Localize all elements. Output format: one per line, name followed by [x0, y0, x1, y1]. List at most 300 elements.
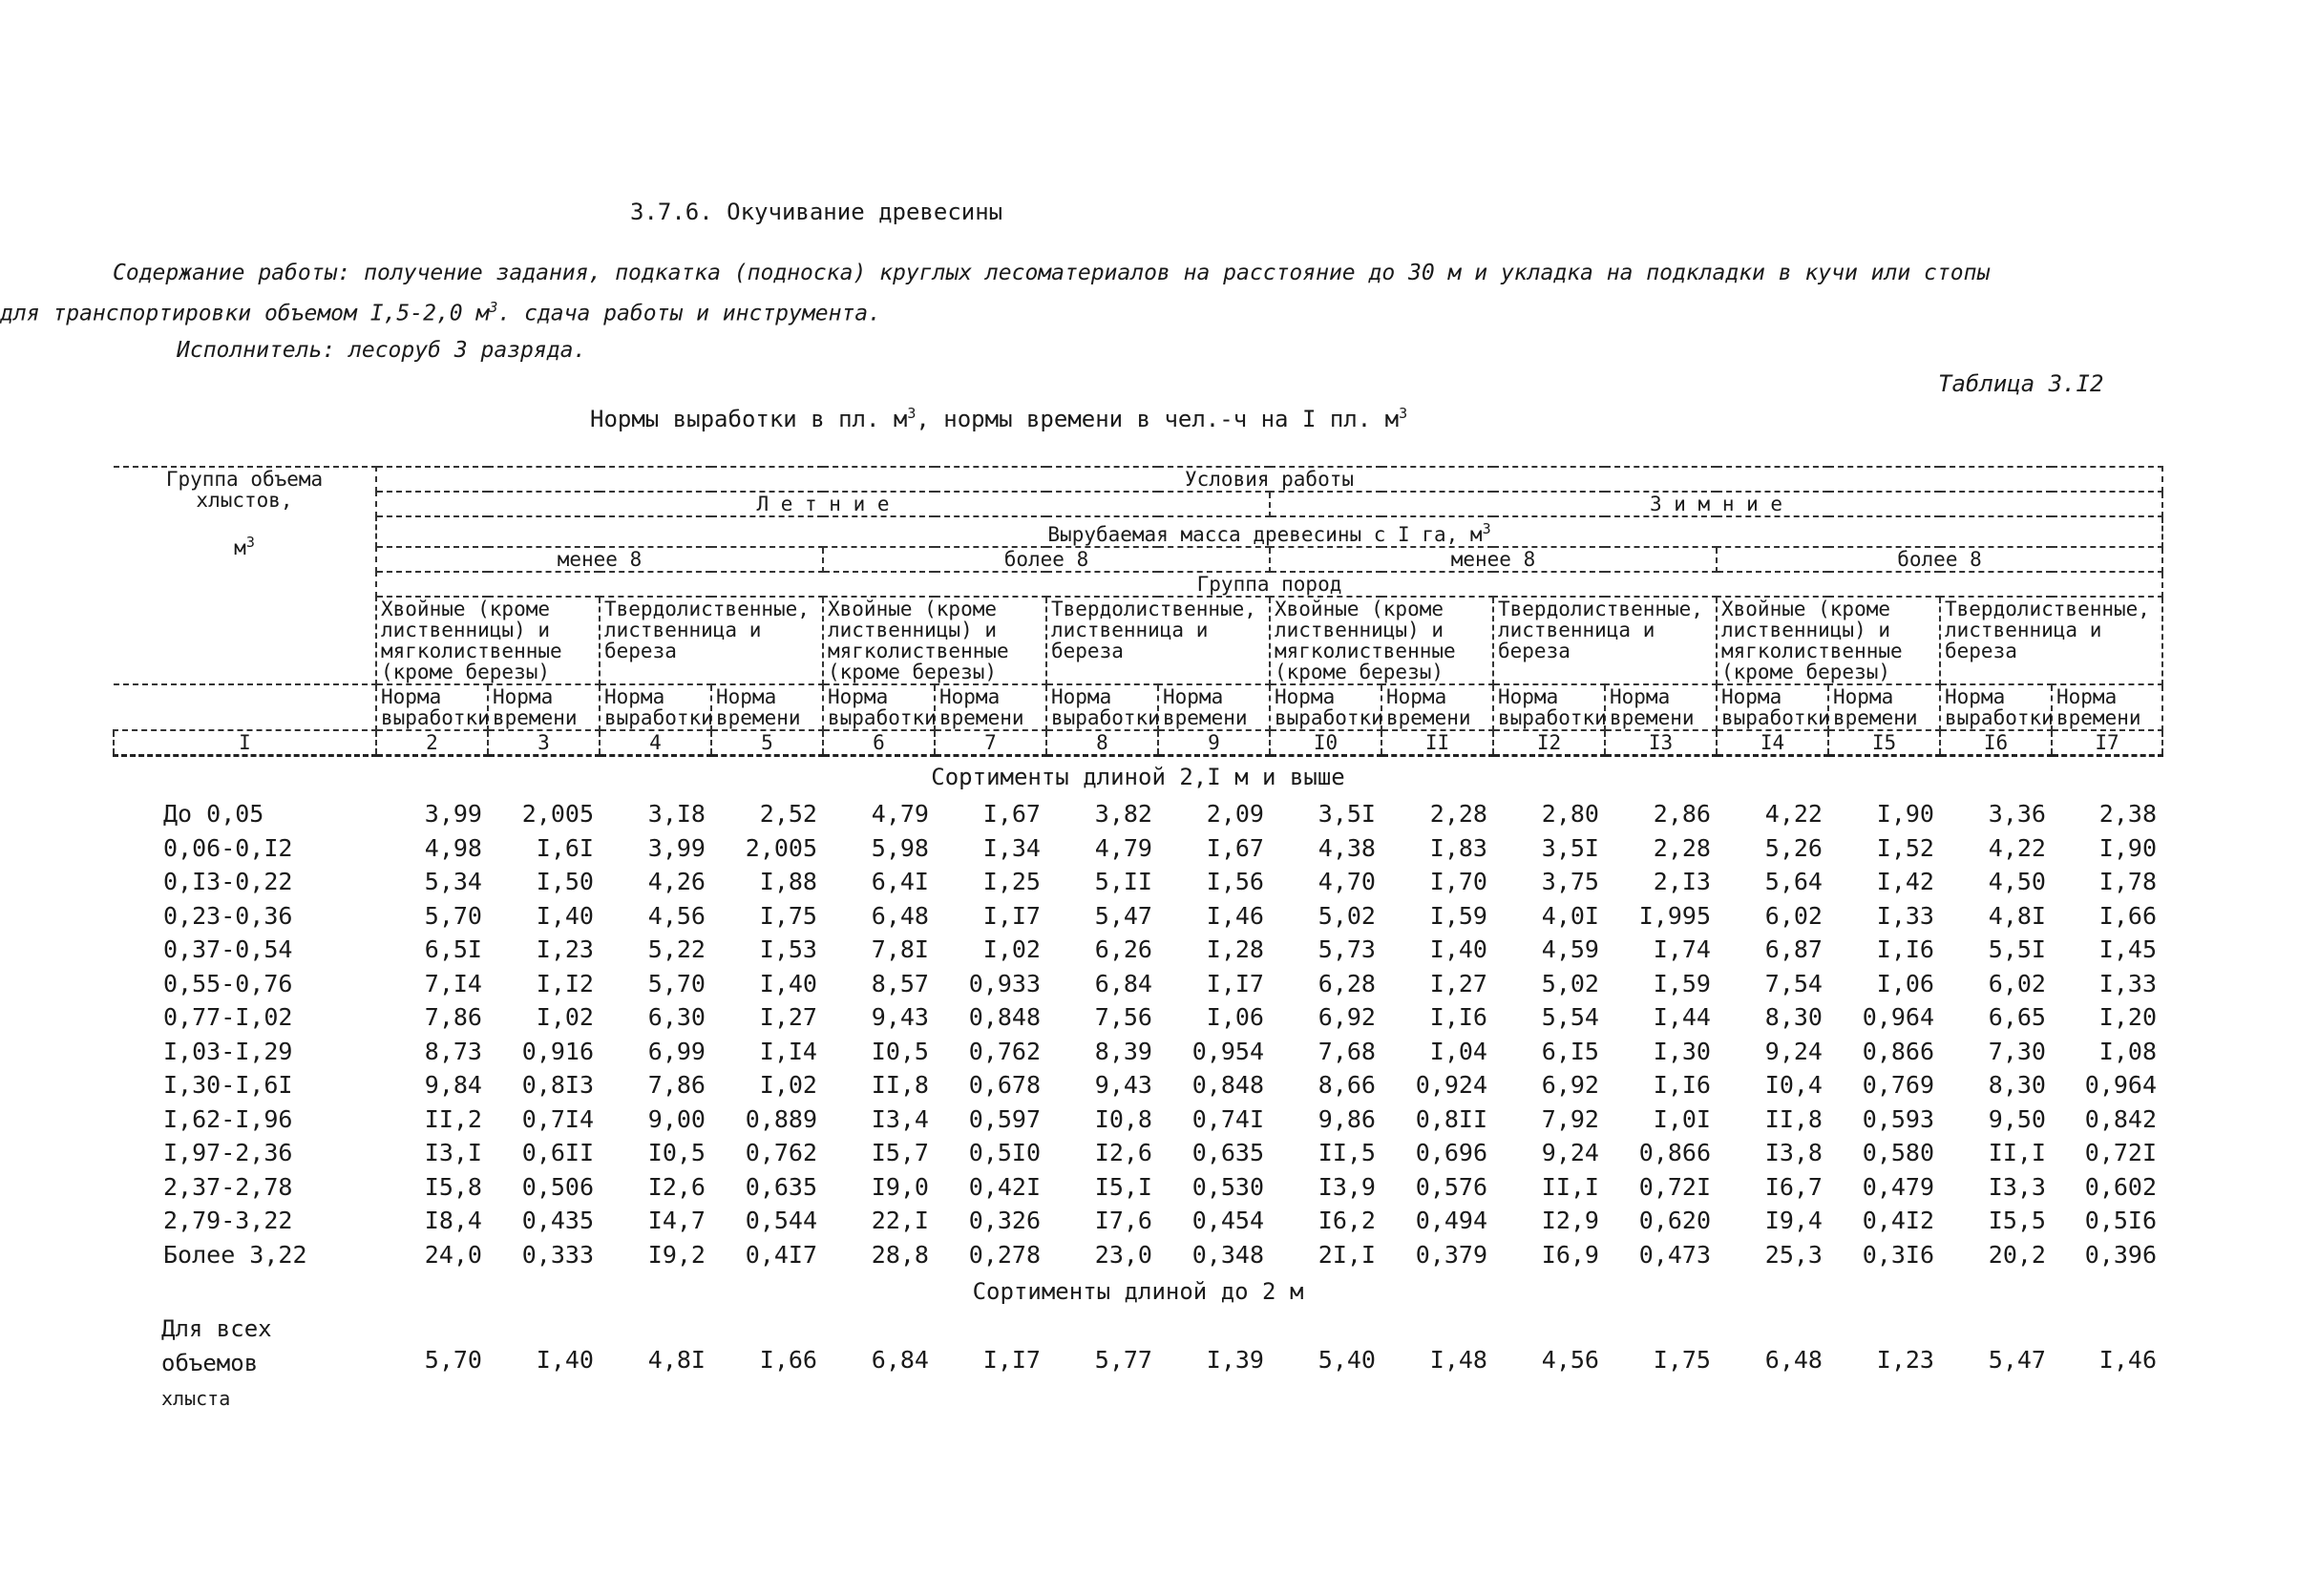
section1-title: Сортименты длиной 2,I м и выше [931, 764, 1345, 790]
table-cell: 8,73 [424, 1037, 482, 1065]
table-cell: 4,8I [1988, 901, 2046, 930]
table-cell: I3,8 [1764, 1139, 1823, 1167]
table-cell: I,70 [1429, 868, 1487, 896]
table-cell: 0,762 [968, 1037, 1041, 1065]
table-cell: 0,5I0 [968, 1139, 1041, 1167]
table-cell: 8,39 [1094, 1037, 1152, 1065]
column-index: 7 [935, 730, 1046, 756]
caption-part-a: Нормы выработки в пл. м [590, 406, 908, 432]
row-label: 0,06-0,I2 [163, 833, 293, 862]
table-cell: I,28 [1206, 935, 1264, 964]
table-cell: 2,80 [1541, 800, 1599, 829]
table-cell: 0,5I6 [2084, 1207, 2158, 1235]
table-cell: 9,24 [1541, 1139, 1599, 1167]
table-cell: II,I [1541, 1172, 1599, 1201]
table-caption [590, 405, 1407, 432]
table-cell: I5,5 [1988, 1207, 2046, 1235]
table-cell: 4,26 [647, 868, 706, 896]
table-cell: I,33 [2098, 969, 2158, 998]
row-label: 0,55-0,76 [163, 969, 293, 998]
column-index: I6 [1940, 730, 2052, 756]
table-cell: I9,0 [871, 1172, 929, 1201]
table-cell: I,46 [1206, 901, 1264, 930]
table-cell: 0,635 [1191, 1139, 1264, 1167]
table-cell: 2,005 [745, 833, 817, 862]
table-cell: 5,47 [1094, 901, 1152, 930]
norm-output-header: Норма выработки [376, 684, 488, 730]
norm-output-header: Норма выработки [1717, 684, 1828, 730]
table-cell: 0,916 [521, 1037, 594, 1065]
column-index-row [114, 730, 2162, 756]
table-cell: 4,8I [647, 1346, 706, 1374]
table-cell: I,08 [2098, 1037, 2158, 1065]
norm-output-header: Норма выработки [823, 684, 935, 730]
table-cell: 23,0 [1094, 1240, 1152, 1269]
table-cell: 0,924 [1415, 1071, 1487, 1100]
table-cell: I3,4 [871, 1104, 929, 1133]
table-cell: II,I [1988, 1139, 2046, 1167]
table-cell: 0,530 [1191, 1172, 1264, 1201]
table-cell: 8,30 [1988, 1071, 2046, 1100]
table-cell: I3,I [424, 1139, 482, 1167]
table-cell: 0,6II [521, 1139, 594, 1167]
section2-title: Сортименты длиной до 2 м [972, 1278, 1304, 1305]
row-label: I,97-2,36 [163, 1139, 293, 1167]
table-cell: I6,2 [1318, 1207, 1376, 1235]
table-cell: II,5 [1318, 1139, 1376, 1167]
table-cell: I,I7 [1206, 969, 1264, 998]
table-row [114, 1136, 2162, 1170]
table-cell: 4,59 [1541, 935, 1599, 964]
table-cell: II,2 [424, 1104, 482, 1133]
norm-time-header: Норма времени [488, 684, 600, 730]
table-cell: I,27 [1429, 969, 1487, 998]
table-cell: 5,02 [1541, 969, 1599, 998]
table-cell: 0,769 [1862, 1071, 1934, 1100]
table-cell: 6,5I [424, 935, 482, 964]
norm-time-header: Норма времени [1605, 684, 1717, 730]
column-index: 6 [823, 730, 935, 756]
table-cell: 0,7I4 [521, 1104, 594, 1133]
table-cell: 5,34 [424, 868, 482, 896]
table-cell: 25,3 [1764, 1240, 1823, 1269]
norm-time-header: Норма времени [2052, 684, 2162, 730]
table-cell: I,I6 [1653, 1071, 1711, 1100]
table-cell: I,25 [982, 868, 1041, 896]
table-cell: 0,72I [2084, 1139, 2158, 1167]
column-index: I5 [1828, 730, 1940, 756]
table-cell: I9,2 [647, 1240, 706, 1269]
group-unit-sup: 3 [245, 534, 255, 551]
table-cell: 7,54 [1764, 969, 1823, 998]
table-cell: 24,0 [424, 1240, 482, 1269]
table-cell: 5,70 [424, 1346, 482, 1374]
norm-output-header: Норма выработки [1940, 684, 2052, 730]
table-cell: 0,74I [1191, 1104, 1264, 1133]
table-cell: 3,5I [1541, 833, 1599, 862]
table-cell: 0,278 [968, 1240, 1041, 1269]
table-cell: 0,593 [1862, 1104, 1934, 1133]
table-row [114, 967, 2162, 1001]
column-index: 8 [1046, 730, 1158, 756]
table-cell: II,8 [1764, 1104, 1823, 1133]
summer-less8-header: менее 8 [376, 547, 823, 572]
table-cell: 0,72I [1638, 1172, 1711, 1201]
table-cell: 0,473 [1638, 1240, 1711, 1269]
table-cell: 6,30 [647, 1003, 706, 1032]
row-label: 2,37-2,78 [163, 1172, 293, 1201]
table-cell: 9,43 [1094, 1071, 1152, 1100]
table-cell: 0,8I3 [521, 1071, 594, 1100]
table-cell: 6,84 [871, 1346, 929, 1374]
table-cell: I,46 [2098, 1346, 2158, 1374]
column-index: 2 [376, 730, 488, 756]
table-cell: 0,597 [968, 1104, 1041, 1133]
table-cell: 5,5I [1988, 935, 2046, 964]
table-cell: 0,866 [1638, 1139, 1711, 1167]
table-cell: 4,79 [1094, 833, 1152, 862]
table-row [114, 797, 2162, 831]
table-cell: 4,22 [1988, 833, 2046, 862]
table-cell: I,59 [1429, 901, 1487, 930]
table-cell: 6,87 [1764, 935, 1823, 964]
table-cell: I0,5 [871, 1037, 929, 1065]
table-cell: I,39 [1206, 1346, 1264, 1374]
table-cell: I0,8 [1094, 1104, 1152, 1133]
norm-type-spacer [114, 684, 376, 730]
table-cell: 0,379 [1415, 1240, 1487, 1269]
table-cell: 6,48 [1764, 1346, 1823, 1374]
table-cell: 5,98 [871, 833, 929, 862]
table-cell: 0,326 [968, 1207, 1041, 1235]
table-cell: I2,6 [1094, 1139, 1152, 1167]
table-cell: 22,I [871, 1207, 929, 1235]
table-cell: 0,848 [1191, 1071, 1264, 1100]
table-cell: I,75 [759, 901, 817, 930]
table-cell: 3,36 [1988, 800, 2046, 829]
table-cell: 0,494 [1415, 1207, 1487, 1235]
table-cell: I,40 [759, 969, 817, 998]
column-index: 5 [711, 730, 823, 756]
column-index: I0 [1270, 730, 1381, 756]
table-cell: 5,64 [1764, 868, 1823, 896]
table-cell: 8,57 [871, 969, 929, 998]
table-cell: 2,38 [2098, 800, 2158, 829]
table-cell: 0,762 [745, 1139, 817, 1167]
mass-header [376, 516, 2162, 547]
table-number: Таблица 3.I2 [1938, 370, 2104, 397]
table-cell: I,66 [2098, 901, 2158, 930]
species-hardwood-4: Твердолиственные, лиственница и береза [1940, 597, 2162, 684]
table-row [114, 899, 2162, 934]
row-label: I,30-I,6I [163, 1071, 293, 1100]
table-cell: 0,42I [968, 1172, 1041, 1201]
table-cell: I,48 [1429, 1346, 1487, 1374]
table-cell: 2,005 [521, 800, 594, 829]
norm-time-header: Норма времени [1158, 684, 1270, 730]
table-row [114, 1000, 2162, 1035]
caption-part-b: , нормы времени в чел.-ч на I пл. м [916, 406, 1400, 432]
table-cell: I8,4 [424, 1207, 482, 1235]
table-cell: I,75 [1653, 1346, 1711, 1374]
table-cell: 0,933 [968, 969, 1041, 998]
column-index: I4 [1717, 730, 1828, 756]
table-cell: 7,86 [424, 1003, 482, 1032]
table-cell: 4,50 [1988, 868, 2046, 896]
content-sup: 3 [489, 299, 498, 316]
table-row [114, 1102, 2162, 1137]
group-label: Группа объема хлыстов, [165, 468, 324, 512]
mass-sup: 3 [1482, 520, 1491, 537]
all-volumes-label-line: объемов [161, 1350, 259, 1376]
table-cell: I0,5 [647, 1139, 706, 1167]
column-index: I7 [2052, 730, 2162, 756]
table-cell: 5,22 [647, 935, 706, 964]
table-cell: I3,9 [1318, 1172, 1376, 1201]
table-cell: I2,6 [647, 1172, 706, 1201]
section2-title-row [114, 1271, 2162, 1312]
table-cell: I,45 [2098, 935, 2158, 964]
norm-time-header: Норма времени [1828, 684, 1940, 730]
table-cell: 6,99 [647, 1037, 706, 1065]
table-cell: I,I7 [982, 901, 1041, 930]
table-cell: 4,56 [1541, 1346, 1599, 1374]
table-cell: I,02 [759, 1071, 817, 1100]
table-cell: I,56 [1206, 868, 1264, 896]
norm-time-header: Норма времени [711, 684, 823, 730]
norm-output-header: Норма выработки [1493, 684, 1605, 730]
table-cell: I,27 [759, 1003, 817, 1032]
work-content-paragraph [0, 256, 2146, 331]
table-cell: 0,842 [2084, 1104, 2158, 1133]
table-cell: I,90 [2098, 833, 2158, 862]
executor-line: Исполнитель: лесоруб 3 разряда. [177, 338, 587, 363]
table-cell: 7,30 [1988, 1037, 2046, 1065]
winter-more8-header: более 8 [1717, 547, 2162, 572]
table-cell: 6,92 [1541, 1071, 1599, 1100]
row-label: 2,79-3,22 [163, 1207, 293, 1235]
table-cell: 6,02 [1988, 969, 2046, 998]
table-cell: 9,00 [647, 1104, 706, 1133]
row-label: 0,37-0,54 [163, 935, 293, 964]
table-cell: I,78 [2098, 868, 2158, 896]
table-cell: I,33 [1876, 901, 1934, 930]
conditions-header: Условия работы [376, 467, 2162, 492]
column-index: I [114, 730, 376, 756]
table-cell: I,02 [982, 935, 1041, 964]
caption-sup-1: 3 [907, 405, 917, 422]
table-cell: 4,22 [1764, 800, 1823, 829]
table-cell: 6,I5 [1541, 1037, 1599, 1065]
table-cell: 3,75 [1541, 868, 1599, 896]
table-cell: 0,333 [521, 1240, 594, 1269]
table-cell: 4,79 [871, 800, 929, 829]
table-cell: 0,696 [1415, 1139, 1487, 1167]
table-cell: I,6I [536, 833, 594, 862]
all-volumes-label [114, 1312, 376, 1416]
summer-header: Л е т н и е [376, 492, 1270, 516]
table-cell: 0,964 [2084, 1071, 2158, 1100]
table-cell: I,50 [536, 868, 594, 896]
table-cell: I,02 [536, 1003, 594, 1032]
summer-more8-header: более 8 [823, 547, 1270, 572]
content-end: . сдача работы и инструмента. [497, 301, 881, 326]
table-cell: 7,8I [871, 935, 929, 964]
table-cell: 0,454 [1191, 1207, 1264, 1235]
norm-type-row [114, 684, 2162, 730]
group-unit: м [234, 536, 246, 559]
table-cell: 2,86 [1653, 800, 1711, 829]
column-index: 9 [1158, 730, 1270, 756]
row-label: 0,77-I,02 [163, 1003, 293, 1032]
table-cell: 4,56 [647, 901, 706, 930]
table-cell: I,53 [759, 935, 817, 964]
norm-output-header: Норма выработки [1270, 684, 1381, 730]
table-cell: 0,580 [1862, 1139, 1934, 1167]
table-cell: 4,38 [1318, 833, 1376, 862]
column-index: II [1381, 730, 1493, 756]
table-cell: 9,84 [424, 1071, 482, 1100]
group-header-cell [114, 467, 376, 684]
species-group-header: Группа пород [376, 572, 2162, 597]
table-cell: 8,66 [1318, 1071, 1376, 1100]
table-cell: 5,70 [424, 901, 482, 930]
row-label: До 0,05 [163, 800, 264, 829]
table-cell: 0,4I7 [745, 1240, 817, 1269]
table-cell: 2,I3 [1653, 868, 1711, 896]
all-volumes-label-line: Для всех [161, 1315, 272, 1342]
table-cell: I,04 [1429, 1037, 1487, 1065]
column-index: 3 [488, 730, 600, 756]
table-cell: I5,7 [871, 1139, 929, 1167]
table-cell: 3,I8 [647, 800, 706, 829]
table-cell: 0,602 [2084, 1172, 2158, 1201]
table-cell: I,44 [1653, 1003, 1711, 1032]
table-cell: I,0I [1653, 1104, 1711, 1133]
table-cell: 0,678 [968, 1071, 1041, 1100]
table-cell: 28,8 [871, 1240, 929, 1269]
table-cell: 7,I4 [424, 969, 482, 998]
table-cell: I,995 [1638, 901, 1711, 930]
table-cell: 4,98 [424, 833, 482, 862]
species-conifer-3: Хвойные (кроме лиственницы) и мягколиственные (кроме березы) [1270, 597, 1493, 684]
table-cell: I9,4 [1764, 1207, 1823, 1235]
table-cell: 0,635 [745, 1172, 817, 1201]
table-cell: 0,3I6 [1862, 1240, 1934, 1269]
table-cell: 3,99 [424, 800, 482, 829]
table-cell: I,I4 [759, 1037, 817, 1065]
column-index: I3 [1605, 730, 1717, 756]
table-cell: 2,52 [759, 800, 817, 829]
table-cell: I,23 [536, 935, 594, 964]
table-cell: 0,479 [1862, 1172, 1934, 1201]
table-cell: I,34 [982, 833, 1041, 862]
row-label: I,62-I,96 [163, 1104, 293, 1133]
table-cell: I,I6 [1429, 1003, 1487, 1032]
table-cell: 0,544 [745, 1207, 817, 1235]
caption-sup-2: 3 [1399, 405, 1408, 422]
table-cell: 0,848 [968, 1003, 1041, 1032]
table-cell: I,42 [1876, 868, 1934, 896]
species-hardwood-2: Твердолиственные, лиственница и береза [1046, 597, 1270, 684]
table-cell: 6,02 [1764, 901, 1823, 930]
table-cell: I,I2 [536, 969, 594, 998]
table-cell: I,88 [759, 868, 817, 896]
species-conifer-1: Хвойные (кроме лиственницы) и мягколиственные (кроме березы) [376, 597, 600, 684]
species-hardwood-3: Твердолиственные, лиственница и береза [1493, 597, 1717, 684]
table-cell: 2,28 [1429, 800, 1487, 829]
species-conifer-2: Хвойные (кроме лиственницы) и мягколиственные (кроме березы) [823, 597, 1046, 684]
table-row [114, 1238, 2162, 1272]
table-cell: 7,92 [1541, 1104, 1599, 1133]
table-cell: 9,43 [871, 1003, 929, 1032]
table-cell: I,06 [1876, 969, 1934, 998]
table-cell: I,40 [536, 901, 594, 930]
table-cell: 6,48 [871, 901, 929, 930]
species-conifer-4: Хвойные (кроме лиственницы) и мягколиственные (кроме березы) [1717, 597, 1940, 684]
table-cell: 5,73 [1318, 935, 1376, 964]
table-cell: 9,24 [1764, 1037, 1823, 1065]
table-cell: 4,0I [1541, 901, 1599, 930]
section1-title-row [114, 756, 2162, 798]
table-cell: 0,396 [2084, 1240, 2158, 1269]
table-row [114, 1035, 2162, 1069]
section-title: 3.7.6. Окучивание древесины [630, 199, 1003, 225]
table-cell: 2,09 [1206, 800, 1264, 829]
table-cell: 9,50 [1988, 1104, 2046, 1133]
table-cell: I,06 [1206, 1003, 1264, 1032]
table-cell: I7,6 [1094, 1207, 1152, 1235]
table-cell: I,59 [1653, 969, 1711, 998]
table-cell: I,83 [1429, 833, 1487, 862]
table-cell: 5,40 [1318, 1346, 1376, 1374]
table-cell: 6,65 [1988, 1003, 2046, 1032]
table-cell: I5,I [1094, 1172, 1152, 1201]
table-cell: 6,92 [1318, 1003, 1376, 1032]
table-cell: 0,576 [1415, 1172, 1487, 1201]
table-row [114, 831, 2162, 866]
table-cell: I,30 [1653, 1037, 1711, 1065]
table-cell: 0,348 [1191, 1240, 1264, 1269]
table-cell: I6,9 [1541, 1240, 1599, 1269]
mass-label: Вырубаемая масса древесины с I га, м [1047, 523, 1483, 546]
table-cell: I,67 [1206, 833, 1264, 862]
table-cell: 5,26 [1764, 833, 1823, 862]
table-cell: 5,II [1094, 868, 1152, 896]
table-cell: 0,8II [1415, 1104, 1487, 1133]
content-continuation: для транспортировки объемом I,5-2,0 м [0, 301, 490, 326]
table-cell: 2,28 [1653, 833, 1711, 862]
all-volumes-label-line: хлыста [161, 1387, 231, 1410]
table-cell: 5,54 [1541, 1003, 1599, 1032]
table-cell: I,I7 [982, 1346, 1041, 1374]
table-cell: I3,3 [1988, 1172, 2046, 1201]
norm-output-header: Норма выработки [600, 684, 711, 730]
norm-time-header: Норма времени [935, 684, 1046, 730]
norm-output-header: Норма выработки [1046, 684, 1158, 730]
table-cell: 5,47 [1988, 1346, 2046, 1374]
column-index: 4 [600, 730, 711, 756]
table-cell: 7,68 [1318, 1037, 1376, 1065]
winter-header: З и м н и е [1270, 492, 2162, 516]
table-cell: I,40 [536, 1346, 594, 1374]
table-cell: 3,82 [1094, 800, 1152, 829]
table-cell: 9,86 [1318, 1104, 1376, 1133]
table-cell: I0,4 [1764, 1071, 1823, 1100]
table-cell: I,66 [759, 1346, 817, 1374]
table-cell: 6,28 [1318, 969, 1376, 998]
table-cell: 6,84 [1094, 969, 1152, 998]
